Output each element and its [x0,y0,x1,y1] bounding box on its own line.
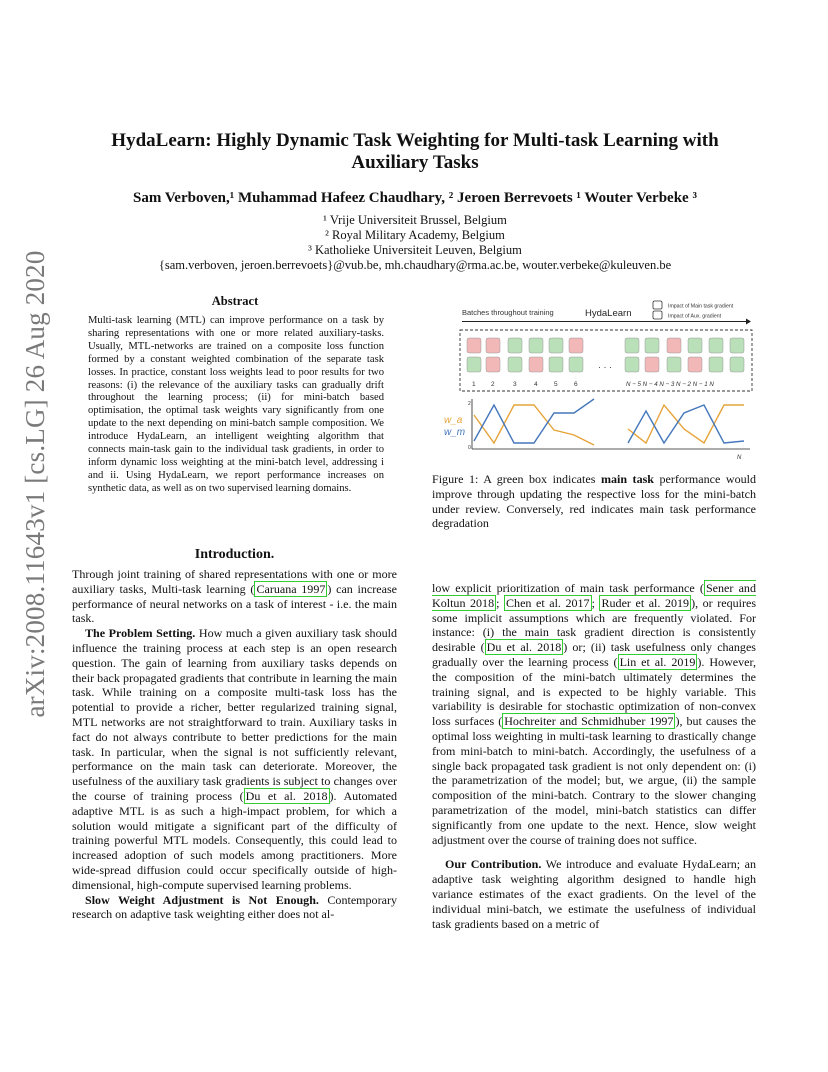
legend-main-box [653,301,662,309]
title-line-2: Auxiliary Tasks [351,152,479,173]
citation-link[interactable]: Caruana 1997 [256,581,326,596]
abstract-heading: Abstract [211,294,259,308]
figure-1 [432,295,760,460]
affiliation-2: ² Royal Military Academy, Belgium [325,228,505,242]
right-column [432,581,756,931]
paragraph-heading: The Problem Setting. [85,626,196,641]
paragraph-heading: Our Contribution. [445,857,542,872]
legend-wm: w_m [444,427,466,438]
batch-labels-right: N − 5 N − 4 N − 3 N − 2 N − 1 N [626,381,714,388]
citation-link[interactable]: Sener and Koltun 2018 [432,581,756,610]
left-column [72,567,397,922]
batch-label-5: 5 [554,381,558,388]
legend-wa: w_a [444,415,463,426]
citation-link[interactable]: Hochreiter and Schmidhuber 1997 [504,714,674,729]
batch-label-3: 3 [513,381,517,388]
caption-rest: performance would improve through updating the respective loss for the mini-batch under review. Conversely, red indicates main task performance degradation [432,472,756,531]
contribution-paragraph: Our Contribution. We introduce and evaluate HydaLearn; an adaptive task weighting algorithm designed to handle high variance estimates of the exact gradients. On the level of the individual mini-batch, we estimate the usefulness of individual task gradients based on a metric of [432,857,756,931]
paragraph-heading: Slow Weight Adjustment is Not Enough. [85,892,319,907]
batch-label-4: 4 [534,381,538,388]
batch-label-2: 2 [491,381,495,388]
problem-setting-paragraph: The Problem Setting. How much a given auxiliary task should influence the training process at each step is an open research question. The gain of learning from auxiliary tasks depends on their back propagated gradients that contribute in learning the main task. While training on a composite multi-task loss has the potential to provide a richer, better regularized training signal, MTL networks are not straightforward to train. Auxiliary tasks in fact do not always contribute to better predictions for the main task. In particular, when the signal is not sufficiently relevant, performance on the main task can deteriorate. Moreover, the usefulness of the auxiliary task gradients is subject to changes over the course of training process ( Du et al. 2018 ). Automated adaptive MTL is as such a high-impact problem, for which a solution would mitigate a significant part of the difficulty of training powerful MTL models. Consequently, this could lead to increased adoption of such models among practitioners. More wide-spread diffusion could occur specifically outside of high-dimensional, high-compute supervised learning problems. [72,626,397,892]
citation-link[interactable]: Chen et al. 2017 [506,595,590,610]
legend-aux-box [653,311,662,319]
axis-label-n: N [737,455,742,460]
citation-link[interactable]: Ruder et al. 2019 [601,595,690,610]
axis-label-0: 0 [468,445,471,451]
batch-label-6: 6 [574,381,578,388]
introduction-heading: Introduction. [194,547,275,562]
figure-caption [432,472,756,531]
right-paragraph-1: low explicit prioritization of main task performance ( Sener and Koltun 2018 ; Chen et al. 2017 ; Ruder et al. 2019 ), or requires some implicit assumptions which are frequently violated. For instance: (i) the main task gradient direction is consistently desirable ( Du et al. 2018 ) or; (ii) task usefulness only changes gradually over the learning process ( Lin et al. 2019 ). However, the composition of the mini-batch ultimately determines the training signal, and is expected to be highly variable. This variability is desirable for stochastic optimization of non-convex loss surfaces ( Hochreiter and Schmidhuber 1997 ), but causes the optimal loss weighting in multi-task learning to drastically change from mini-batch to mini-batch. Accordingly, the usefulness of a single back propagated task gradient is not only dependent on: (i) the parametrization of the model; but, we argue, (ii) the sample composition of the mini-batch. Contrary to the slower changing parametrization of the model, mini-batch statistics can differ significantly from one update to the next. Hence, slow weight adjustment over the course of training does not suffice. [432,581,757,847]
axis-label-2: 2 [468,401,471,407]
caption-bold: main task [600,472,654,486]
affiliation-3: ³ Katholieke Universiteit Leuven, Belgium [308,243,522,257]
title-line-1: HydaLearn: Highly Dynamic Task Weighting for Multi-task Learning with [111,130,719,151]
series-wm-right [628,405,744,443]
legend-aux-label: Impact of Aux. gradient [668,313,722,320]
figure-header-left: Batches throughout training [462,308,554,317]
abstract-text: Multi-task learning (MTL) can improve performance on a task by sharing representations with one or more related auxiliary-tasks. Usually, MTL-networks are trained on a composite loss function formed by a constant weighted combination of the separate task losses. In practice, constant loss weights lead to poor results for two reasons: (i) the relevance of the auxiliary tasks can gradually drift throughout the learning process; (ii) for mini-batch based optimisation, the optimal task weights vary significantly from one update to the next depending on mini-batch sample composition. We introduce HydaLearn, an intelligent weighting algorithm that connects main-task gain to the individual task gradients, in order to inform dynamic loss weighting at the mini-batch level, addressing i and ii. Using HydaLearn, we report performance increases on synthetic data, as well as on two supervised learning domains. [88,315,384,494]
batch-ellipsis: · · · [598,362,612,372]
slow-weight-paragraph: Slow Weight Adjustment is Not Enough. Contemporary research on adaptive task weighting either does not al- [72,892,397,922]
legend-main-label: Impact of Main task gradient [668,303,734,310]
arxiv-stamp: arXiv:2008.11643v1 [cs.LG] 26 Aug 2020 [20,250,50,718]
batch-label-1: 1 [472,381,476,388]
intro-paragraph-1: Through joint training of shared representations with one or more auxiliary tasks, Multi-task learning ( Caruana 1997 ) can increase performance of neural networks on a task of interest - i.e. the main task. [72,567,397,626]
citation-link[interactable]: Du et al. 2018 [245,788,328,803]
paper-title [90,130,740,174]
citation-link[interactable]: Du et al. 2018 [486,640,562,655]
authors: Sam Verboven,¹ Muhammad Hafeez Chaudhary, ² Jeroen Berrevoets ¹ Wouter Verbeke ³ [133,190,697,206]
citation-link[interactable]: Lin et al. 2019 [619,654,696,669]
caption-prefix: Figure 1: A green box indicates [432,472,601,486]
affiliation-1: ¹ Vrije Universiteit Brussel, Belgium [323,213,507,227]
figure-header-center: HydaLearn [585,308,632,319]
author-emails: {sam.verboven, jeroen.berrevoets}@vub.be, mh.chaudhary@rma.ac.be, wouter.verbeke@kuleuven.be [158,258,672,272]
